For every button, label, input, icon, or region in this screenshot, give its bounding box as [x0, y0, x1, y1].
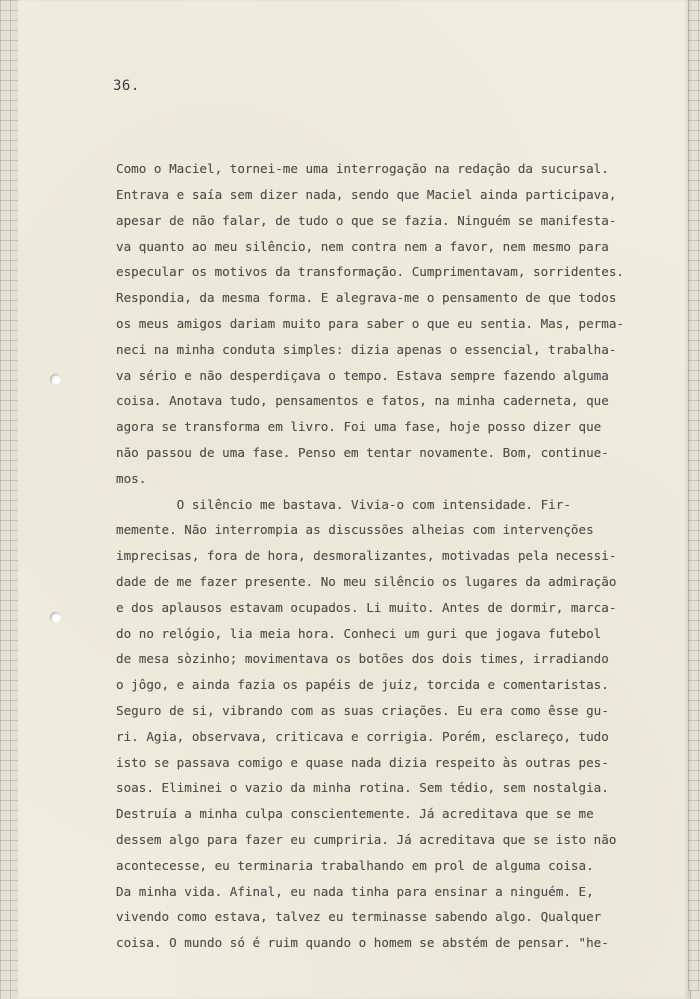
- page-number: 36.: [113, 78, 140, 94]
- text-line: Respondia, da mesma forma. E alegrava-me o pensamento de que todos: [116, 290, 617, 305]
- text-line: Destruía a minha culpa conscientemente. Já acreditava que se me: [116, 806, 594, 821]
- text-line: Como o Maciel, tornei-me uma interrogação na redação da sucursal.: [116, 161, 609, 176]
- text-line: Da minha vida. Afinal, eu nada tinha para ensinar a ninguém. E,: [116, 884, 594, 899]
- text-line: dade de me fazer presente. No meu silêncio os lugares da admiração: [116, 574, 617, 589]
- text-line: va quanto ao meu silêncio, nem contra nem a favor, nem mesmo para: [116, 239, 609, 254]
- text-line: os meus amigos dariam muito para saber o que eu sentia. Mas, perma-: [116, 316, 624, 331]
- text-line: O silêncio me bastava. Vivia-o com intensidade. Fir-: [116, 497, 571, 512]
- text-line: vivendo como estava, talvez eu terminasse sabendo algo. Qualquer: [116, 909, 602, 924]
- graph-paper-background-left: [0, 0, 18, 999]
- text-line: Entrava e saía sem dizer nada, sendo que Maciel ainda participava,: [116, 187, 617, 202]
- text-line: o jôgo, e ainda fazia os papéis de juiz, torcida e comentaristas.: [116, 677, 609, 692]
- text-line: coisa. O mundo só é ruim quando o homem se abstém de pensar. "he-: [116, 935, 609, 950]
- text-line: neci na minha conduta simples: dizia apenas o essencial, trabalha-: [116, 342, 617, 357]
- text-line: memente. Não interrompia as discussões alheias com intervenções: [116, 522, 594, 537]
- punch-hole-bottom: [50, 612, 61, 623]
- text-line: do no relógio, lia meia hora. Conheci um guri que jogava futebol: [116, 626, 602, 641]
- text-line: não passou de uma fase. Penso em tentar novamente. Bom, continue-: [116, 445, 609, 460]
- text-line: isto se passava comigo e quase nada dizia respeito às outras pes-: [116, 755, 609, 770]
- text-line: Seguro de si, vibrando com as suas criações. Eu era como êsse gu-: [116, 703, 609, 718]
- text-line: apesar de não falar, de tudo o que se fazia. Ninguém se manifesta-: [116, 213, 617, 228]
- text-line: especular os motivos da transformação. Cumprimentavam, sorridentes.: [116, 264, 624, 279]
- text-line: acontecesse, eu terminaria trabalhando em prol de alguma coisa.: [116, 858, 594, 873]
- text-line: coisa. Anotava tudo, pensamentos e fatos, na minha caderneta, que: [116, 393, 609, 408]
- text-line: dessem algo para fazer eu cumpriria. Já acreditava que se isto não: [116, 832, 617, 847]
- text-line: ri. Agia, observava, criticava e corrigia. Porém, esclareço, tudo: [116, 729, 609, 744]
- text-line: de mesa sòzinho; movimentava os botões dos dois times, irradiando: [116, 651, 609, 666]
- text-line: e dos aplausos estavam ocupados. Li muito. Antes de dormir, marca-: [116, 600, 617, 615]
- text-line: mos.: [116, 471, 147, 486]
- punch-hole-top: [50, 374, 61, 385]
- text-line: soas. Eliminei o vazio da minha rotina. Sem tédio, sem nostalgia.: [116, 780, 609, 795]
- text-line: agora se transforma em livro. Foi uma fase, hoje posso dizer que: [116, 419, 602, 434]
- graph-paper-background-right: [688, 0, 700, 999]
- text-line: va sério e não desperdiçava o tempo. Estava sempre fazendo alguma: [116, 368, 609, 383]
- text-line: imprecisas, fora de hora, desmoralizantes, motivadas pela necessi-: [116, 548, 617, 563]
